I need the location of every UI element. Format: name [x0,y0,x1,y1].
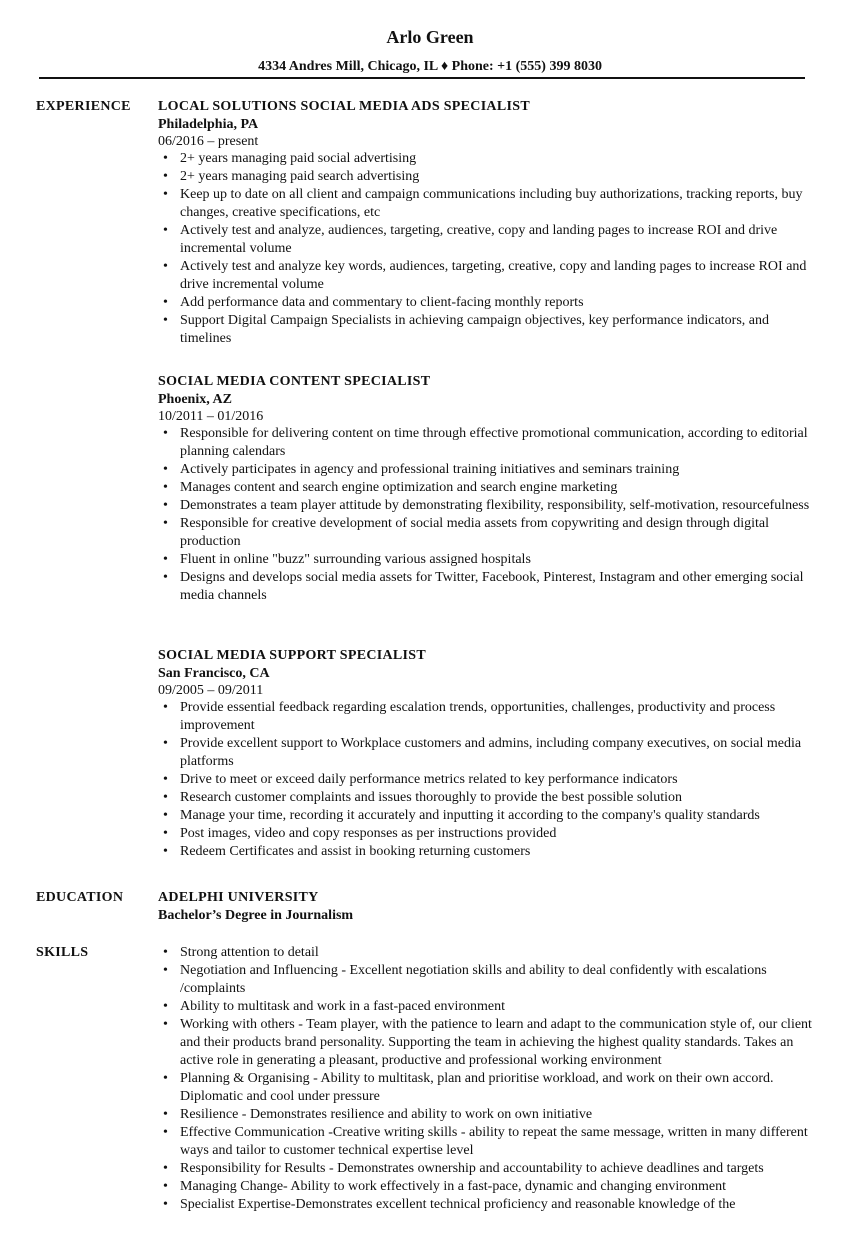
list-item: • 2+ years managing paid search advertising [180,168,818,186]
list-item: • Demonstrates a team player attitude by demonstrating flexibility, responsibility, self-motivation, resourcefulness [180,497,818,515]
resume-name: Arlo Green [386,27,474,47]
list-item: • Research customer complaints and issues thoroughly to provide the best possible solution [180,789,818,807]
list-item: • Responsibility for Results - Demonstrates ownership and accountability to achieve deadlines and targets [180,1160,818,1178]
list-item: • Responsible for creative development of social media assets from copywriting and design through digital production [180,515,818,551]
job-title: LOCAL SOLUTIONS SOCIAL MEDIA ADS SPECIALIST [158,99,530,114]
list-item: • Working with others - Team player, with the patience to learn and adapt to the communication style of, our client and their products brand personality. Supporting the team in achieving the highest quality standards. Takes an active role in generating a pleasant, productive and professional working environment [180,1016,818,1070]
list-item: • Provide excellent support to Workplace customers and admins, including company executives, on social media platforms [180,735,818,771]
list-item: • Actively test and analyze, audiences, targeting, creative, copy and landing pages to increase ROI and drive incremental volume [180,222,818,258]
list-item: • Keep up to date on all client and campaign communications including buy authorizations, tracking reports, buy changes, creative specifications, etc [180,186,818,222]
job-dates: 10/2011 – 01/2016 [158,409,264,424]
skills-block [158,944,818,1214]
list-item: • Resilience - Demonstrates resilience and ability to work on own initiative [180,1106,818,1124]
job-dates: 06/2016 – present [158,134,259,149]
list-item: • Designs and develops social media assets for Twitter, Facebook, Pinterest, Instagram and other emerging social media channels [180,569,818,605]
list-item: • Responsible for delivering content on time through effective promotional communication, according to editorial planning calendars [180,425,818,461]
skills-list [158,944,818,1214]
job-2 [158,373,818,605]
list-item: • Support Digital Campaign Specialists in achieving campaign objectives, key performance indicators, and timelines [180,312,818,348]
header-divider [39,77,805,79]
list-item: • Post images, video and copy responses as per instructions provided [180,825,818,843]
experience-heading: EXPERIENCE [36,99,131,114]
list-item: • Strong attention to detail [180,944,818,962]
job-location: Philadelphia, PA [158,117,259,132]
job-3 [158,647,818,861]
job-location: Phoenix, AZ [158,392,232,407]
skills-heading: SKILLS [36,945,89,960]
list-item: • 2+ years managing paid social advertising [180,150,818,168]
job-bullets [158,699,818,861]
job-title: SOCIAL MEDIA SUPPORT SPECIALIST [158,648,427,663]
list-item: • Ability to multitask and work in a fast-paced environment [180,998,818,1016]
list-item: • Planning & Organising - Ability to multitask, plan and prioritise workload, and work on their own accord. Diplomatic and cool under pressure [180,1070,818,1106]
list-item: • Actively test and analyze key words, audiences, targeting, creative, copy and landing pages to increase ROI and drive incremental volume [180,258,818,294]
job-title: SOCIAL MEDIA CONTENT SPECIALIST [158,374,431,389]
list-item: • Drive to meet or exceed daily performance metrics related to key performance indicators [180,771,818,789]
job-dates: 09/2005 – 09/2011 [158,683,264,698]
list-item: • Manage your time, recording it accurately and inputting it according to the company's quality standards [180,807,818,825]
job-1 [158,98,818,348]
list-item: • Fluent in online "buzz" surrounding various assigned hospitals [180,551,818,569]
list-item: • Manages content and search engine optimization and search engine marketing [180,479,818,497]
education-block [158,889,818,924]
job-bullets [158,150,818,348]
list-item: • Managing Change- Ability to work effectively in a fast-pace, dynamic and changing environment [180,1178,818,1196]
school-name: ADELPHI UNIVERSITY [158,890,319,905]
list-item: • Effective Communication -Creative writing skills - ability to repeat the same message, written in many different ways and tailor to customer technical expertise level [180,1124,818,1160]
list-item: • Specialist Expertise-Demonstrates excellent technical proficiency and reasonable knowledge of the [180,1196,818,1214]
list-item: • Redeem Certificates and assist in booking returning customers [180,843,818,861]
list-item: • Add performance data and commentary to client-facing monthly reports [180,294,818,312]
list-item: • Provide essential feedback regarding escalation trends, opportunities, challenges, productivity and process improvement [180,699,818,735]
list-item: • Actively participates in agency and professional training initiatives and seminars training [180,461,818,479]
list-item: • Negotiation and Influencing - Excellent negotiation skills and ability to deal confidently with escalations /complaints [180,962,818,998]
contact-line: 4334 Andres Mill, Chicago, IL ♦ Phone: +1 (555) 399 8030 [258,59,602,74]
degree: Bachelor’s Degree in Journalism [158,908,354,923]
education-heading: EDUCATION [36,890,124,905]
job-location: San Francisco, CA [158,666,270,681]
job-bullets [158,425,818,605]
